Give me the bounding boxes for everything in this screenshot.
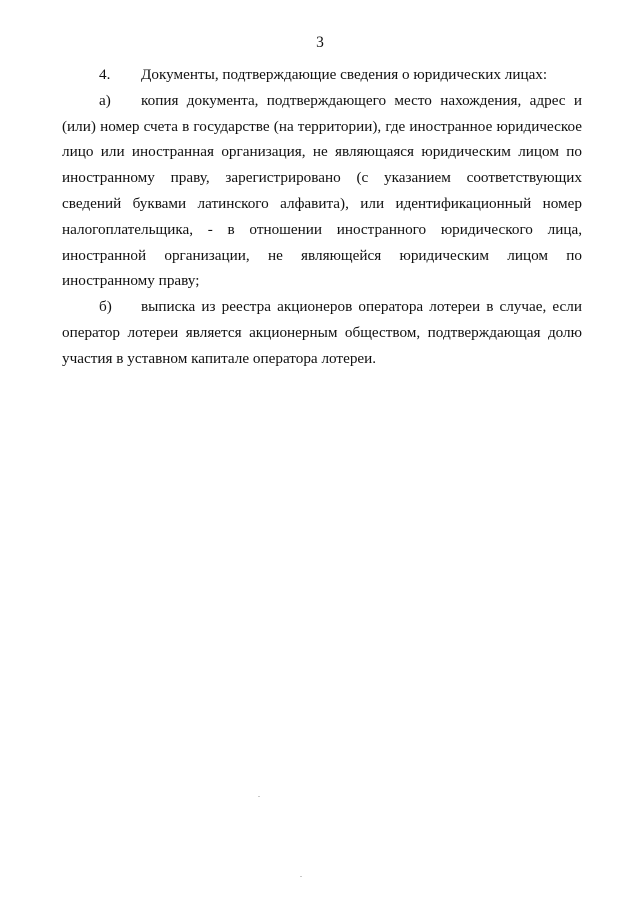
list-marker: 4. <box>99 66 111 83</box>
list-item-a <box>62 88 582 294</box>
list-marker: а) <box>99 91 111 109</box>
list-item-4 <box>62 62 582 88</box>
list-item-text: копия документа, подтверждающего место нахождения, адрес и (или) номер счета в государстве (на территории), где иностранное юридическое лицо или иностранная организация, не являющаяся юридическим лицом по иностранному праву, зарегистрировано (с указанием соответствующих сведений буквами латинского алфавита), или идентификационный номер налогоплательщика, - в отношении иностранного юридического лица, иностранной организации, не являющейся юридическим лицом по иностранному праву; <box>62 91 582 290</box>
list-item-text: выписка из реестра акционеров оператора лотереи в случае, если оператор лотереи является акционерным обществом, подтверждающая долю участия в уставном капитале оператора лотереи. <box>62 298 582 367</box>
list-marker: б) <box>99 298 112 316</box>
document-body <box>62 62 582 372</box>
page-number: 3 <box>316 34 324 51</box>
scan-artifact <box>300 876 302 877</box>
list-item-text: Документы, подтверждающие сведения о юридических лицах: <box>141 66 548 83</box>
list-item-b <box>62 294 582 371</box>
scan-artifact <box>258 796 260 797</box>
